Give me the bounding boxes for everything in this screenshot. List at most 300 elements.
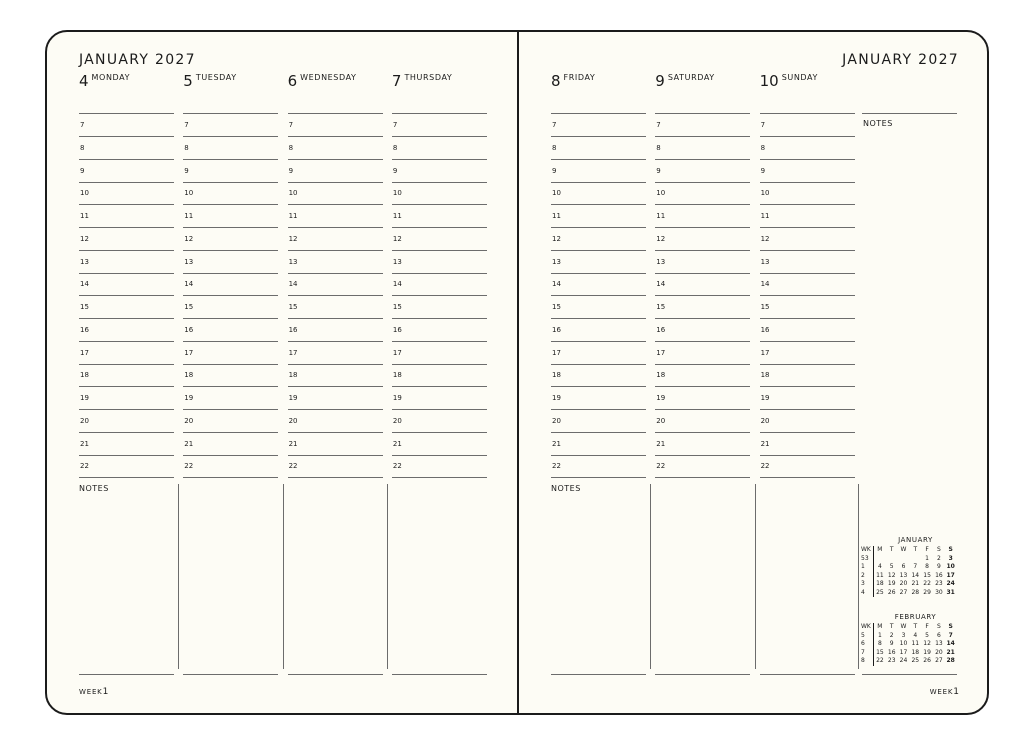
day-header [655, 72, 714, 91]
hour-label: 18 [552, 371, 561, 380]
date-cell: 18 [911, 648, 920, 656]
date-cell: 29 [923, 588, 931, 596]
hour-label: 14 [656, 280, 666, 289]
hour-slot[interactable] [760, 433, 855, 456]
notes-divider [755, 484, 756, 669]
hour-slot[interactable] [79, 251, 174, 274]
hour-label: 20 [80, 416, 89, 425]
date-cell: 7 [913, 563, 918, 570]
date-cell: 15 [876, 648, 884, 656]
hour-label: 18 [656, 371, 666, 380]
day-name: SUNDAY [781, 73, 818, 82]
hour-slot[interactable] [79, 342, 174, 365]
hour-slot[interactable] [183, 364, 278, 387]
date-cell: 5 [925, 631, 929, 639]
hour-slot[interactable] [760, 205, 855, 228]
mini-calendar-week [860, 657, 957, 666]
hour-slot[interactable] [551, 137, 646, 160]
hour-slot[interactable] [79, 364, 174, 387]
hour-slot[interactable] [392, 433, 487, 456]
hour-label: 16 [760, 325, 770, 334]
hour-slot[interactable] [551, 319, 646, 342]
hour-slot[interactable] [288, 228, 383, 251]
week-number-cell: 6 [860, 640, 874, 649]
hour-label: 10 [552, 189, 561, 198]
hour-slot[interactable] [288, 455, 383, 478]
hour-label: 16 [288, 325, 298, 334]
hour-label: 17 [552, 348, 561, 357]
hour-slot[interactable] [655, 205, 750, 228]
hour-slot[interactable] [392, 137, 487, 160]
planner-spread [45, 30, 989, 715]
hour-slot[interactable] [288, 319, 383, 342]
weekday-header: F [925, 546, 929, 553]
mini-calendar-week [860, 572, 957, 581]
right-page [519, 32, 989, 713]
hour-slot[interactable] [551, 273, 646, 296]
hour-slot[interactable] [183, 160, 278, 183]
hour-slot[interactable] [288, 205, 383, 228]
date-cell: 1 [877, 631, 882, 639]
hour-label: 19 [552, 394, 561, 402]
hour-slot[interactable] [551, 342, 646, 365]
date-cell: 3 [901, 631, 906, 639]
week-label [930, 687, 959, 697]
hour-slot[interactable] [79, 273, 174, 296]
hour-label: 13 [184, 257, 194, 266]
hour-slot[interactable] [655, 251, 750, 274]
mini-calendar-february [860, 613, 957, 666]
day-number: 4 [79, 72, 89, 90]
hour-slot[interactable] [183, 342, 278, 365]
hour-slot[interactable] [79, 433, 174, 456]
hour-slot[interactable] [79, 205, 174, 228]
hour-label: 14 [184, 280, 194, 289]
hour-label: 9 [656, 166, 661, 175]
day-column-thursday [392, 32, 487, 713]
notes-divider [178, 484, 179, 669]
notes-divider [650, 484, 651, 669]
hour-label: 20 [552, 416, 561, 425]
hour-slot[interactable] [760, 364, 855, 387]
week-column-header: WK [860, 623, 874, 632]
hour-slot[interactable] [288, 433, 383, 456]
month-title: JANUARY 2027 [79, 52, 196, 68]
week-label-text: WEEK [929, 688, 954, 696]
date-cell: 19 [887, 580, 896, 587]
hour-slot[interactable] [551, 205, 646, 228]
date-cell: 28 [911, 588, 920, 596]
hour-slot[interactable] [183, 433, 278, 456]
hour-slot[interactable] [760, 137, 855, 160]
hour-slot[interactable] [551, 410, 646, 433]
mini-calendar-header [860, 546, 957, 555]
day-column-monday [79, 32, 174, 713]
hour-label: 10 [80, 189, 89, 198]
hour-slot[interactable] [392, 342, 487, 365]
day-column-saturday [655, 32, 750, 713]
date-cell: 2 [889, 631, 894, 639]
hour-slot[interactable] [288, 160, 383, 183]
hour-label: 21 [656, 439, 666, 448]
hour-label: 17 [184, 348, 194, 357]
date-cell: 10 [899, 640, 908, 647]
hour-label: 14 [80, 280, 89, 289]
hour-slot[interactable] [183, 251, 278, 274]
hour-label: 18 [184, 371, 194, 380]
hour-label: 11 [392, 212, 402, 220]
hour-slot[interactable] [392, 228, 487, 251]
hour-slot[interactable] [288, 137, 383, 160]
hour-slot[interactable] [392, 160, 487, 183]
date-cell: 12 [923, 640, 931, 647]
hour-slot[interactable] [551, 364, 646, 387]
hour-slot[interactable] [392, 319, 487, 342]
weekday-header: S [948, 623, 953, 630]
date-cell: 21 [911, 580, 920, 587]
hour-slot[interactable] [288, 273, 383, 296]
date-cell: 8 [925, 563, 929, 570]
hour-label: 17 [392, 348, 402, 357]
hour-label: 10 [288, 189, 298, 198]
hour-slot[interactable] [655, 433, 750, 456]
date-cell: 6 [901, 563, 906, 570]
hour-slot[interactable] [551, 182, 646, 205]
date-cell: 17 [899, 648, 908, 656]
hour-slot[interactable] [760, 455, 855, 478]
hour-slot[interactable] [655, 273, 750, 296]
hour-slot[interactable] [760, 296, 855, 319]
hour-slot[interactable] [760, 387, 855, 410]
date-cell [874, 555, 886, 564]
hour-slot[interactable] [183, 319, 278, 342]
hour-label: 22 [552, 462, 561, 471]
hour-label: 21 [80, 439, 89, 448]
left-page [47, 32, 517, 713]
day-bottom-line [655, 674, 750, 675]
date-cell: 30 [935, 588, 943, 596]
date-cell: 1 [925, 554, 929, 562]
day-name: THURSDAY [404, 73, 453, 82]
hour-slot[interactable] [79, 319, 174, 342]
date-cell: 10 [946, 563, 955, 570]
hour-slot[interactable] [551, 296, 646, 319]
day-header [79, 72, 130, 91]
hour-label: 11 [288, 212, 298, 220]
hour-slot[interactable] [551, 455, 646, 478]
hour-label: 10 [392, 189, 402, 198]
day-header [288, 72, 357, 91]
hour-label: 21 [392, 439, 402, 448]
day-number: 6 [287, 72, 298, 90]
hour-slot[interactable] [655, 364, 750, 387]
hour-label: 8 [80, 143, 85, 152]
day-name: TUESDAY [195, 73, 237, 82]
hour-label: 14 [288, 280, 298, 289]
hour-slot[interactable] [392, 364, 487, 387]
hour-label: 9 [760, 166, 766, 175]
date-cell: 20 [935, 648, 943, 656]
day-name: WEDNESDAY [300, 73, 357, 82]
hour-slot[interactable] [760, 273, 855, 296]
hour-slot[interactable] [288, 364, 383, 387]
date-cell: 21 [946, 648, 955, 656]
hour-slot[interactable] [655, 296, 750, 319]
hour-label: 20 [184, 416, 194, 425]
date-cell: 13 [935, 640, 943, 647]
hour-slot[interactable] [288, 387, 383, 410]
date-cell: 25 [876, 588, 884, 596]
hour-label: 8 [288, 143, 294, 152]
hour-slot[interactable] [655, 342, 750, 365]
weekday-header: S [936, 623, 941, 630]
day-bottom-line [392, 674, 487, 675]
hour-slot[interactable] [760, 114, 855, 137]
hour-slot[interactable] [288, 296, 383, 319]
hour-label: 22 [760, 462, 770, 471]
day-bottom-line [288, 674, 383, 675]
side-notes-label: NOTES [863, 119, 893, 128]
hour-slot[interactable] [392, 182, 487, 205]
mini-calendar-title: FEBRUARY [894, 613, 937, 621]
hour-slot[interactable] [655, 228, 750, 251]
notes-label: NOTES [79, 484, 109, 493]
hour-label: 17 [288, 348, 298, 357]
hour-slot[interactable] [760, 319, 855, 342]
hour-label: 7 [552, 121, 557, 129]
date-cell [886, 555, 898, 564]
hour-slot[interactable] [551, 251, 646, 274]
date-cell: 2 [936, 554, 941, 562]
hour-slot[interactable] [288, 342, 383, 365]
hour-slot[interactable] [183, 205, 278, 228]
hour-slot[interactable] [79, 455, 174, 478]
hour-slot[interactable] [392, 205, 487, 228]
mini-calendar-week [860, 563, 957, 572]
hour-label: 18 [392, 371, 402, 380]
date-cell: 5 [889, 563, 894, 570]
hour-label: 10 [760, 189, 770, 198]
hour-slot[interactable] [655, 182, 750, 205]
hour-label: 10 [656, 189, 666, 198]
hour-label: 12 [80, 234, 89, 243]
hour-label: 21 [288, 439, 298, 448]
hour-label: 11 [760, 212, 770, 220]
hour-slot[interactable] [760, 182, 855, 205]
day-name: MONDAY [91, 73, 131, 82]
hour-label: 14 [392, 280, 402, 289]
hour-label: 20 [656, 416, 666, 425]
date-cell: 14 [911, 571, 920, 579]
hour-label: 13 [760, 257, 770, 266]
hour-label: 16 [656, 325, 666, 334]
hour-label: 11 [656, 212, 666, 220]
hour-slot[interactable] [760, 228, 855, 251]
hour-label: 8 [760, 143, 766, 152]
hour-slot[interactable] [183, 114, 278, 137]
hour-label: 7 [80, 121, 85, 129]
hour-slot[interactable] [288, 410, 383, 433]
hour-slot[interactable] [655, 319, 750, 342]
hour-label: 16 [392, 325, 402, 334]
date-cell: 6 [936, 631, 941, 639]
date-cell: 9 [936, 563, 941, 570]
hour-slot[interactable] [79, 410, 174, 433]
hour-label: 22 [392, 462, 402, 471]
mini-calendar-header [860, 623, 957, 632]
weekday-header: F [925, 623, 929, 630]
date-cell: 11 [876, 571, 884, 579]
day-bottom-line [760, 674, 855, 675]
hour-label: 21 [552, 439, 561, 448]
hour-slot[interactable] [79, 296, 174, 319]
day-header [551, 72, 595, 91]
day-bottom-line [183, 674, 278, 675]
hour-slot[interactable] [183, 182, 278, 205]
hour-slot[interactable] [551, 433, 646, 456]
hour-slot[interactable] [392, 296, 487, 319]
hour-label: 12 [184, 234, 194, 243]
month-title: JANUARY 2027 [842, 52, 959, 68]
hour-label: 15 [392, 303, 402, 311]
hour-slot[interactable] [655, 160, 750, 183]
hour-label: 8 [552, 143, 557, 152]
hour-label: 19 [656, 394, 666, 402]
date-cell: 23 [887, 657, 896, 664]
date-cell: 11 [911, 640, 920, 647]
hour-label: 22 [184, 462, 194, 471]
hour-slot[interactable] [183, 273, 278, 296]
hour-slot[interactable] [183, 455, 278, 478]
hour-slot[interactable] [79, 114, 174, 137]
day-header [760, 72, 818, 91]
hour-slot[interactable] [79, 160, 174, 183]
hour-slot[interactable] [551, 160, 646, 183]
mini-calendar-week [860, 632, 957, 641]
date-cell: 26 [887, 588, 896, 596]
weekday-header: S [936, 546, 941, 553]
hour-label: 20 [288, 416, 298, 425]
hour-slot[interactable] [392, 273, 487, 296]
day-column-wednesday [288, 32, 383, 713]
day-name: SATURDAY [667, 73, 715, 82]
hour-slot[interactable] [79, 228, 174, 251]
hour-label: 16 [184, 325, 194, 334]
date-cell: 18 [876, 580, 884, 587]
hour-label: 10 [184, 189, 194, 198]
week-number: 1 [953, 687, 959, 697]
hour-label: 17 [80, 348, 89, 357]
hour-slot[interactable] [288, 182, 383, 205]
side-bottom-line [862, 674, 957, 675]
mini-calendar-january [860, 536, 957, 597]
day-bottom-line [79, 674, 174, 675]
hour-slot[interactable] [551, 228, 646, 251]
weekday-header: S [948, 546, 953, 553]
hour-slot[interactable] [79, 182, 174, 205]
hour-slot[interactable] [79, 137, 174, 160]
hour-slot[interactable] [760, 342, 855, 365]
hour-slot[interactable] [760, 160, 855, 183]
date-cell: 24 [946, 580, 955, 587]
hour-slot[interactable] [79, 387, 174, 410]
date-cell: 22 [876, 657, 884, 664]
hour-slot[interactable] [183, 296, 278, 319]
hour-slot[interactable] [183, 410, 278, 433]
hour-label: 11 [184, 212, 194, 220]
hour-slot[interactable] [183, 387, 278, 410]
day-number: 5 [183, 72, 193, 90]
day-number: 10 [759, 72, 779, 90]
hour-slot[interactable] [655, 137, 750, 160]
side-notes-topline [862, 113, 957, 114]
date-cell: 16 [935, 571, 943, 579]
date-cell [898, 555, 910, 564]
hour-slot[interactable] [392, 455, 487, 478]
hour-slot[interactable] [760, 410, 855, 433]
hour-label: 7 [288, 121, 294, 129]
hour-slot[interactable] [655, 387, 750, 410]
hour-slot[interactable] [183, 137, 278, 160]
hour-slot[interactable] [392, 410, 487, 433]
date-cell: 14 [946, 640, 955, 647]
week-number-cell: 1 [860, 563, 874, 572]
hour-label: 22 [80, 462, 89, 471]
hour-label: 16 [552, 325, 561, 334]
hour-slot[interactable] [392, 387, 487, 410]
week-number-cell: 2 [860, 572, 874, 581]
hour-slot[interactable] [392, 251, 487, 274]
date-cell: 26 [923, 657, 931, 664]
hour-label: 8 [656, 143, 661, 152]
hour-label: 12 [552, 234, 561, 243]
date-cell: 19 [923, 648, 931, 656]
hour-label: 12 [656, 234, 666, 243]
hour-label: 15 [288, 303, 298, 311]
hour-label: 9 [288, 166, 294, 175]
weekday-header: M [877, 546, 883, 553]
date-cell: 24 [899, 657, 908, 664]
date-cell: 23 [935, 580, 943, 587]
hour-slot[interactable] [551, 387, 646, 410]
hour-label: 16 [80, 325, 89, 334]
day-column-friday [551, 32, 646, 713]
hour-slot[interactable] [288, 114, 383, 137]
hour-label: 15 [552, 303, 561, 311]
hour-label: 15 [656, 303, 666, 311]
hour-label: 14 [552, 280, 561, 289]
date-cell [909, 555, 921, 564]
week-number-cell: 4 [860, 589, 874, 598]
hour-slot[interactable] [183, 228, 278, 251]
hour-slot[interactable] [392, 114, 487, 137]
date-cell: 17 [946, 571, 955, 579]
hour-slot[interactable] [655, 114, 750, 137]
hour-slot[interactable] [760, 251, 855, 274]
hour-label: 12 [288, 234, 298, 243]
hour-label: 15 [760, 303, 770, 311]
hour-label: 13 [80, 257, 89, 266]
mini-calendar-week [860, 640, 957, 649]
notes-divider [387, 484, 388, 669]
date-cell: 13 [899, 571, 908, 579]
week-number-cell: 5 [860, 632, 874, 641]
hour-slot[interactable] [655, 455, 750, 478]
hour-slot[interactable] [288, 251, 383, 274]
hour-slot[interactable] [655, 410, 750, 433]
date-cell: 12 [887, 571, 896, 579]
hour-slot[interactable] [551, 114, 646, 137]
